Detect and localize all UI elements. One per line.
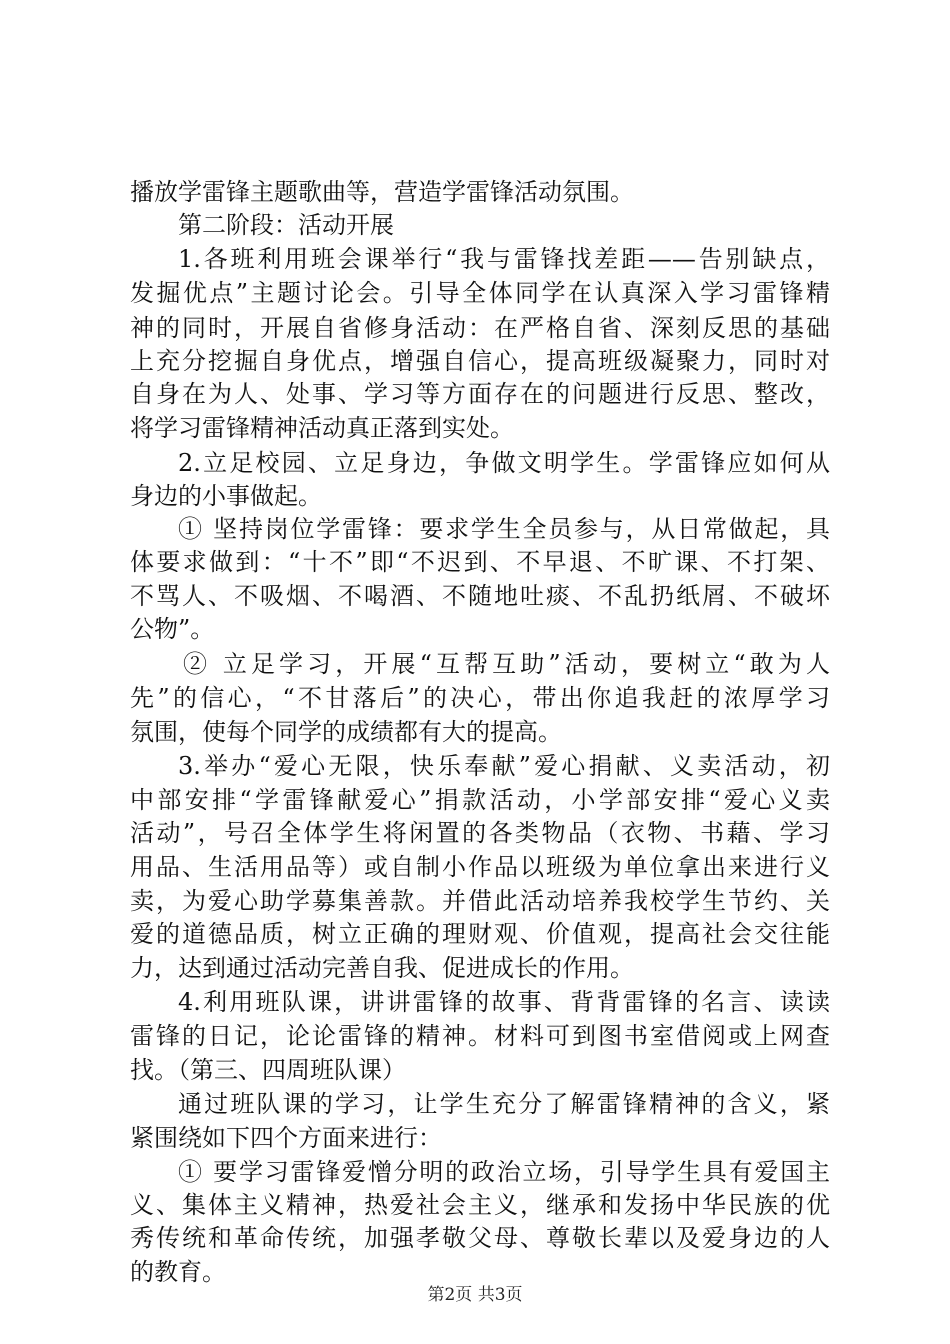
text-line: 1.各班利用班会课举行“我与雷锋找差距——告别缺点， [178,245,830,273]
text-line: 力，达到通过活动完善自我、促进成长的作用。 [130,954,634,982]
text-line: 自身在为人、处事、学习等方面存在的问题进行反思、整改， [130,380,830,408]
text-line: 神的同时，开展自省修身活动：在严格自省、深刻反思的基础 [130,314,830,342]
text-line: 用品、生活用品等）或自制小作品以班级为单位拿出来进行义 [130,853,830,881]
text-line: 上充分挖掘自身优点，增强自信心，提高班级凝聚力，同时对 [130,347,830,375]
text-line: 的教育。 [130,1258,226,1286]
text-line: 活动”，号召全体学生将闲置的各类物品（衣物、书藉、学习 [130,819,830,847]
text-line: 秀传统和革命传统，加强孝敬父母、尊敬长辈以及爱身边的人 [130,1224,830,1252]
text-line: 4.利用班队课，讲讲雷锋的故事、背背雷锋的名言、读读 [178,988,830,1016]
text-line: 义、集体主义精神，热爱社会主义，继承和发扬中华民族的优 [130,1191,830,1219]
text-line: 紧围绕如下四个方面来进行： [130,1124,442,1152]
text-line: 身边的小事做起。 [130,482,322,510]
text-line: 找。（第三、四周班队课） [130,1056,406,1084]
text-line: ① 要学习雷锋爱憎分明的政治立场，引导学生具有爱国主 [178,1158,830,1186]
text-line: 不骂人、不吸烟、不喝酒、不随地吐痰、不乱扔纸屑、不破坏 [130,582,830,610]
text-line: 发掘优点”主题讨论会。引导全体同学在认真深入学习雷锋精 [130,279,830,307]
text-line: 3.举办“爱心无限，快乐奉献”爱心捐献、义卖活动，初 [178,752,830,780]
text-line: 中部安排“学雷锋献爱心”捐款活动，小学部安排“爱心义卖 [130,786,830,814]
section-heading: 第二阶段：活动开展 [178,211,394,239]
text-line: 雷锋的日记，论论雷锋的精神。材料可到图书室借阅或上网查 [130,1022,830,1050]
text-line: 将学习雷锋精神活动真正落到实处。 [130,414,514,442]
text-line: 氛围，使每个同学的成绩都有大的提高。 [130,718,562,746]
text-line: 播放学雷锋主题歌曲等，营造学雷锋活动氛围。 [130,178,634,206]
text-line: 卖，为爱心助学募集善款。并借此活动培养我校学生节约、关 [130,887,830,915]
text-line: 公物”。 [130,615,215,643]
text-line: 体要求做到：“十不”即“不迟到、不早退、不旷课、不打架、 [130,548,830,576]
page-footer: 第2页 共3页 [427,1285,523,1305]
text-line: 先”的信心，“不甘落后”的决心，带出你追我赶的浓厚学习 [130,684,830,712]
text-line: 2.立足校园、立足身边，争做文明学生。学雷锋应如何从 [178,449,830,477]
text-line: ① 坚持岗位学雷锋：要求学生全员参与，从日常做起，具 [178,515,830,543]
text-line: 爱的道德品质，树立正确的理财观、价值观，提高社会交往能 [130,920,830,948]
text-line: ② 立足学习，开展“互帮互助”活动，要树立“敢为人 [183,650,830,678]
text-line: 通过班队课的学习，让学生充分了解雷锋精神的含义，紧 [178,1090,830,1118]
